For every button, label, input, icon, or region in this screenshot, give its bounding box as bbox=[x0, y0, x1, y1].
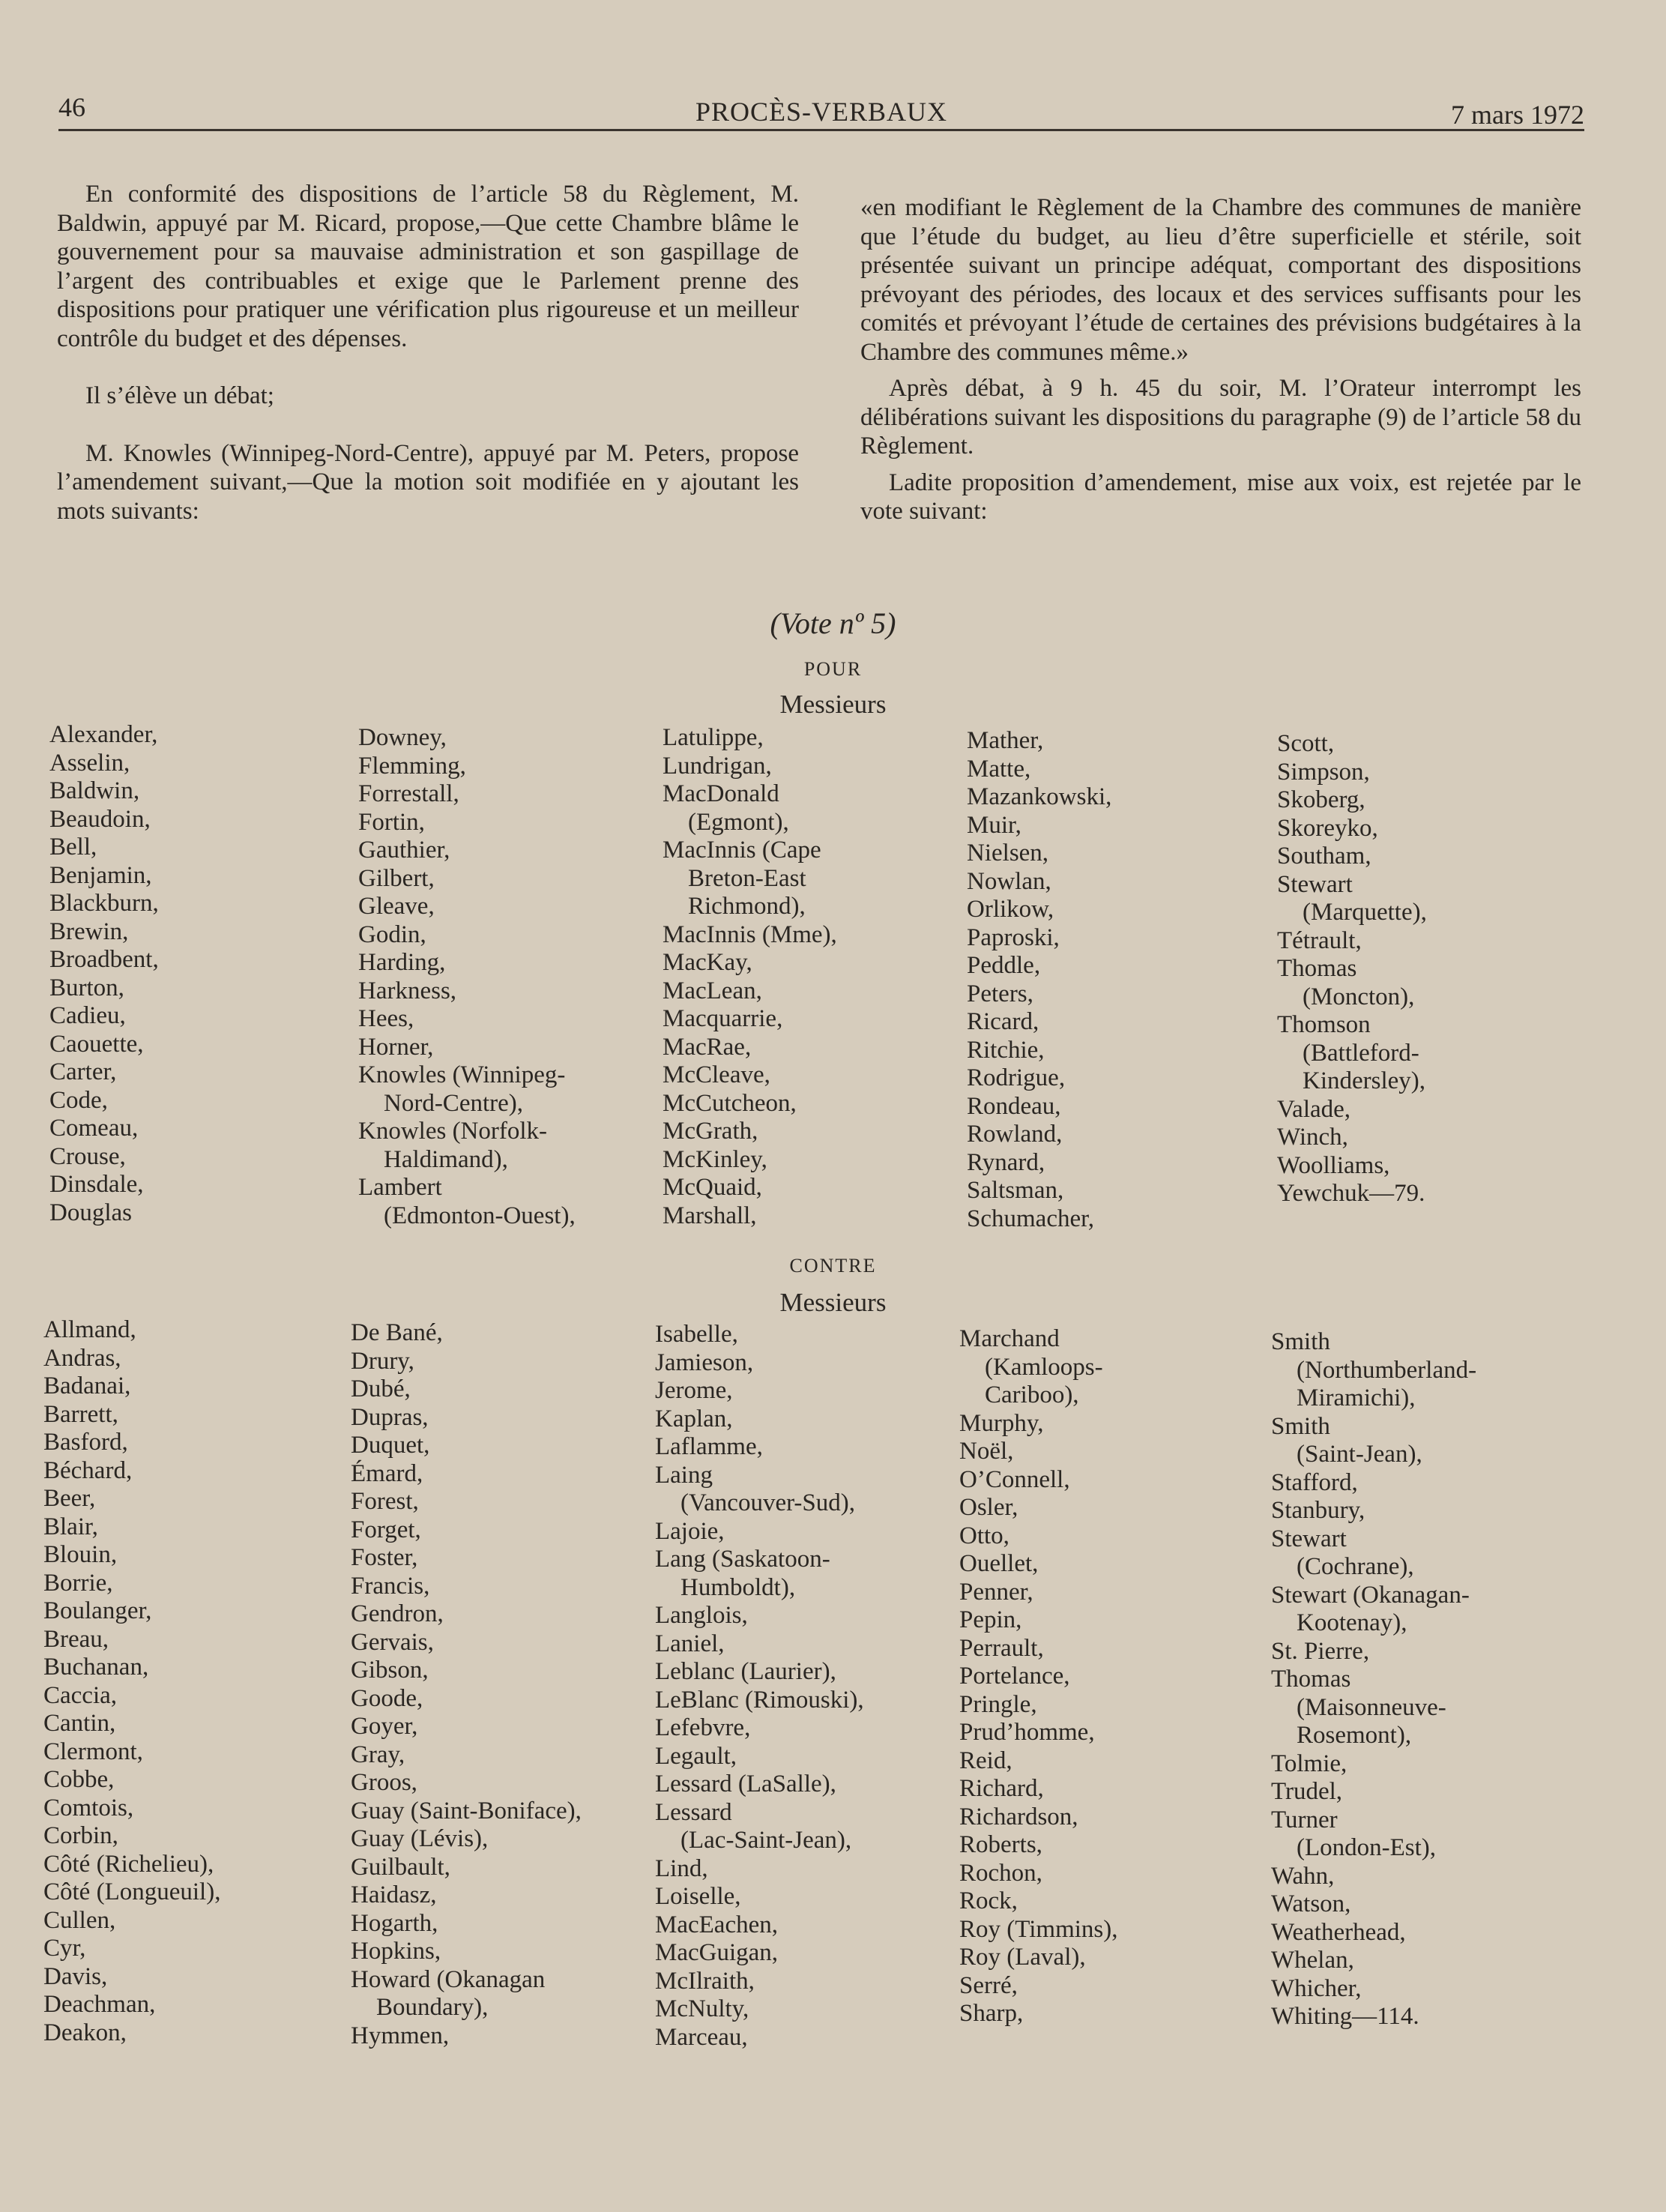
contre-member-name: Caccia, bbox=[43, 1681, 118, 1709]
pour-member-name: Dinsdale, bbox=[49, 1171, 144, 1198]
amendment-paragraph: M. Knowles (Winnipeg-Nord-Centre), appuyé par M. Peters, propose l’amendement suivant,—Que la motion soit modifiée en y ajoutant les mots suivants: bbox=[57, 439, 799, 525]
vote-result-paragraph: Ladite proposition d’amendement, mise aux voix, est rejetée par le vote suivant: bbox=[860, 468, 1581, 525]
contre-member-name: Andras, bbox=[43, 1344, 121, 1372]
pour-member-name: Breton-East bbox=[688, 864, 806, 892]
contre-member-name: (Maisonneuve- bbox=[1297, 1693, 1446, 1721]
contre-member-name: Richardson, bbox=[959, 1803, 1078, 1830]
contre-member-name: Howard (Okanagan bbox=[351, 1965, 546, 1993]
contre-member-name: Boulanger, bbox=[43, 1597, 152, 1624]
contre-member-name: Deakon, bbox=[43, 2019, 127, 2046]
pour-member-name: Flemming, bbox=[358, 752, 466, 780]
contre-member-name: Watson, bbox=[1271, 1890, 1351, 1917]
pour-member-name: Douglas bbox=[49, 1199, 132, 1226]
pour-member-name: Tétrault, bbox=[1277, 926, 1362, 954]
pour-member-name: Scott, bbox=[1277, 730, 1335, 757]
contre-member-name: Émard, bbox=[351, 1459, 423, 1487]
pour-member-name: Rowland, bbox=[967, 1121, 1063, 1148]
contre-member-name: Deachman, bbox=[43, 1991, 156, 2018]
contre-member-name: Prud’homme, bbox=[959, 1719, 1095, 1746]
pour-names-column-5 bbox=[1277, 730, 1427, 1208]
contre-member-name: Gendron, bbox=[351, 1600, 444, 1627]
pour-member-name: Fortin, bbox=[358, 808, 425, 836]
pour-member-name: Valade, bbox=[1277, 1095, 1351, 1123]
contre-member-name: Guay (Lévis), bbox=[351, 1825, 489, 1852]
pour-member-name: Comeau, bbox=[49, 1115, 139, 1142]
pour-member-name: Latulippe, bbox=[663, 724, 764, 751]
contre-member-name: Weatherhead, bbox=[1271, 1918, 1406, 1946]
amendment-text-paragraph: «en modifiant le Règlement de la Chambre des communes de manière que l’étude du budget, au lieu d’être superficielle et stérile, soit présentée suivant un principe adéquat, comportant des dispositions prévoyant des périodes, des locaux et des services suffisants pour les comités et prévoyant l’étude de certaines des prévisions budgétaires à la Chambre des communes même.» bbox=[860, 194, 1581, 366]
contre-member-name: Portelance, bbox=[959, 1663, 1070, 1690]
contre-member-name: Noël, bbox=[959, 1438, 1014, 1465]
contre-member-name: Gibson, bbox=[351, 1657, 429, 1684]
pour-member-name: Marshall, bbox=[663, 1202, 757, 1229]
contre-member-name: Goode, bbox=[351, 1684, 423, 1712]
contre-member-name: Whelan, bbox=[1271, 1947, 1354, 1974]
contre-member-name: Tolmie, bbox=[1271, 1750, 1347, 1777]
pour-member-name: Blackburn, bbox=[49, 890, 159, 917]
pour-member-name: Muir, bbox=[967, 811, 1021, 839]
pour-member-name: Ricard, bbox=[967, 1008, 1039, 1035]
pour-member-name: Rodrigue, bbox=[967, 1064, 1066, 1091]
contre-member-name: Cullen, bbox=[43, 1906, 116, 1934]
pour-member-name: McCutcheon, bbox=[663, 1089, 797, 1117]
after-debate-paragraph: Après débat, à 9 h. 45 du soir, M. l’Orateur interrompt les délibérations suivant les dispositions du paragraphe (9) de l’article 58 du Règlement. bbox=[860, 375, 1581, 459]
pour-member-name: (Egmont), bbox=[688, 808, 789, 836]
pour-member-name: Hees, bbox=[358, 1005, 414, 1032]
pour-member-name: Winch, bbox=[1277, 1124, 1348, 1151]
contre-member-name: Blair, bbox=[43, 1513, 98, 1540]
contre-member-name: Turner bbox=[1271, 1806, 1338, 1833]
pour-member-name: Matte, bbox=[967, 755, 1031, 783]
pour-member-name: McQuaid, bbox=[663, 1174, 762, 1201]
contre-member-name: Perrault, bbox=[959, 1634, 1044, 1662]
contre-member-name: Corbin, bbox=[43, 1822, 118, 1849]
contre-member-name: Haidasz, bbox=[351, 1881, 437, 1908]
pour-member-name: Paproski, bbox=[967, 923, 1060, 951]
pour-member-name: Ritchie, bbox=[967, 1036, 1045, 1064]
contre-member-name: O’Connell, bbox=[959, 1465, 1070, 1493]
contre-member-name: Beer, bbox=[43, 1485, 96, 1512]
pour-member-name: Saltsman, bbox=[967, 1177, 1064, 1204]
contre-member-name: Lessard bbox=[655, 1798, 732, 1826]
contre-member-name: Stanbury, bbox=[1271, 1497, 1365, 1524]
pour-member-name: Orlikow, bbox=[967, 896, 1054, 923]
contre-member-name: Hymmen, bbox=[351, 2022, 450, 2049]
contre-member-name: Guay (Saint-Boniface), bbox=[351, 1797, 582, 1824]
contre-member-name: Laflamme, bbox=[655, 1433, 763, 1460]
contre-member-name: Lind, bbox=[655, 1854, 708, 1882]
motion-paragraph: En conformité des dispositions de l’article 58 du Règlement, M. Baldwin, appuyé par M. Ricard, propose,—Que cette Chambre blâme le gouvernement pour sa mauvaise administration et son gaspillage de l’argent des contribuables et exige que le Parlement prenne des dispositions pour pratiquer une vérification plus rigoureuse et un meilleur contrôle du budget et des dépenses. bbox=[57, 181, 799, 352]
contre-member-name: Kootenay), bbox=[1297, 1609, 1407, 1636]
contre-names-column-5 bbox=[1271, 1328, 1476, 2031]
pour-member-name: (Edmonton-Ouest), bbox=[384, 1202, 576, 1229]
contre-names-column-1 bbox=[43, 1316, 220, 2047]
pour-member-name: Southam, bbox=[1277, 843, 1371, 870]
pour-member-name: Carter, bbox=[49, 1058, 117, 1085]
contre-member-name: Langlois, bbox=[655, 1602, 748, 1629]
contre-member-name: Roberts, bbox=[959, 1831, 1042, 1858]
contre-member-name: Cobbe, bbox=[43, 1766, 115, 1793]
contre-member-name: Laniel, bbox=[655, 1630, 725, 1657]
contre-member-name: Rock, bbox=[959, 1887, 1018, 1914]
contre-member-name: Osler, bbox=[959, 1494, 1018, 1521]
pour-member-name: Rondeau, bbox=[967, 1092, 1061, 1120]
pour-member-name: (Moncton), bbox=[1303, 983, 1415, 1010]
contre-member-name: Miramichi), bbox=[1297, 1384, 1416, 1411]
pour-member-name: Caouette, bbox=[49, 1030, 144, 1058]
pour-member-name: McGrath, bbox=[663, 1118, 758, 1145]
contre-member-name: Forget, bbox=[351, 1516, 421, 1543]
pour-member-name: Gauthier, bbox=[358, 837, 450, 864]
pour-member-name: Harkness, bbox=[358, 977, 457, 1004]
pour-member-name: Burton, bbox=[49, 974, 124, 1001]
right-text-column bbox=[860, 193, 1581, 526]
contre-member-name: Reid, bbox=[959, 1747, 1012, 1774]
pour-member-name: Baldwin, bbox=[49, 777, 140, 804]
pour-member-name: Simpson, bbox=[1277, 758, 1370, 786]
contre-member-name: Pringle, bbox=[959, 1690, 1037, 1718]
pour-member-name: Haldimand), bbox=[384, 1145, 508, 1173]
pour-member-name: Thomas bbox=[1277, 955, 1357, 982]
pour-member-name: Yewchuk—79. bbox=[1277, 1180, 1425, 1207]
contre-member-name: Borrie, bbox=[43, 1569, 113, 1597]
contre-member-name: Dubé, bbox=[351, 1375, 411, 1402]
pour-member-name: (Marquette), bbox=[1303, 899, 1427, 926]
contre-member-name: Humboldt), bbox=[680, 1573, 796, 1601]
pour-member-name: Downey, bbox=[358, 724, 447, 751]
contre-member-name: Lefebvre, bbox=[655, 1714, 751, 1741]
contre-member-name: Pepin, bbox=[959, 1606, 1022, 1633]
pour-member-name: Nielsen, bbox=[967, 840, 1049, 867]
pour-member-name: McKinley, bbox=[663, 1145, 767, 1173]
pour-member-name: Schumacher, bbox=[967, 1205, 1095, 1232]
pour-member-name: Skoberg, bbox=[1277, 786, 1365, 813]
contre-member-name: Côté (Richelieu), bbox=[43, 1850, 214, 1878]
pour-names-column-4 bbox=[967, 727, 1111, 1233]
contre-names-column-4 bbox=[959, 1325, 1118, 2028]
pour-member-name: Gilbert, bbox=[358, 864, 435, 892]
contre-member-name: Francis, bbox=[351, 1572, 430, 1600]
contre-member-name: Allmand, bbox=[43, 1316, 136, 1343]
contre-member-name: Isabelle, bbox=[655, 1321, 738, 1348]
pour-member-name: Thomson bbox=[1277, 1011, 1371, 1038]
contre-member-name: Smith bbox=[1271, 1328, 1330, 1355]
contre-member-name: Stewart (Okanagan- bbox=[1271, 1581, 1470, 1609]
contre-member-name: Richard, bbox=[959, 1775, 1044, 1802]
page-number: 46 bbox=[58, 92, 85, 122]
pour-member-name: MacDonald bbox=[663, 780, 779, 807]
contre-member-name: Dupras, bbox=[351, 1403, 429, 1431]
header-date: 7 mars 1972 bbox=[1451, 100, 1584, 130]
contre-member-name: Penner, bbox=[959, 1578, 1033, 1606]
header-title: PROCÈS-VERBAUX bbox=[695, 97, 948, 127]
contre-subheading: Messieurs bbox=[779, 1288, 887, 1317]
pour-member-name: Cadieu, bbox=[49, 1002, 126, 1029]
pour-names-column-2 bbox=[358, 724, 576, 1230]
pour-member-name: Crouse, bbox=[49, 1142, 126, 1170]
contre-member-name: (London-Est), bbox=[1297, 1834, 1437, 1861]
contre-member-name: Barrett, bbox=[43, 1400, 118, 1428]
contre-member-name: (Northumberland- bbox=[1297, 1356, 1477, 1384]
contre-member-name: Badanai, bbox=[43, 1372, 131, 1399]
pour-member-name: Bell, bbox=[49, 834, 97, 861]
contre-member-name: Gervais, bbox=[351, 1628, 434, 1656]
pour-label: POUR bbox=[803, 658, 863, 680]
contre-member-name: Stafford, bbox=[1271, 1468, 1358, 1496]
pour-member-name: Mazankowski, bbox=[967, 783, 1112, 810]
contre-member-name: Thomas bbox=[1271, 1666, 1351, 1693]
contre-member-name: McIlraith, bbox=[655, 1967, 755, 1995]
contre-member-name: Leblanc (Laurier), bbox=[655, 1658, 836, 1685]
contre-member-name: Cyr, bbox=[43, 1935, 86, 1962]
pour-member-name: MacKay, bbox=[663, 949, 752, 976]
contre-member-name: Basford, bbox=[43, 1429, 128, 1456]
pour-member-name: Beaudoin, bbox=[49, 805, 151, 833]
pour-member-name: Stewart bbox=[1277, 870, 1353, 898]
pour-member-name: Knowles (Norfolk- bbox=[358, 1118, 548, 1145]
pour-member-name: Asselin, bbox=[49, 749, 130, 777]
pour-member-name: Nord-Centre), bbox=[384, 1089, 524, 1117]
contre-member-name: (Lac-Saint-Jean), bbox=[680, 1827, 852, 1854]
contre-member-name: Trudel, bbox=[1271, 1778, 1343, 1805]
contre-member-name: Duquet, bbox=[351, 1432, 430, 1459]
contre-member-name: Sharp, bbox=[959, 2000, 1024, 2027]
contre-member-name: Comtois, bbox=[43, 1794, 134, 1821]
contre-member-name: Whicher, bbox=[1271, 1974, 1362, 2002]
contre-member-name: LeBlanc (Rimouski), bbox=[655, 1686, 864, 1714]
contre-member-name: Lessard (LaSalle), bbox=[655, 1770, 836, 1797]
contre-member-name: Legault, bbox=[655, 1742, 737, 1770]
contre-member-name: (Saint-Jean), bbox=[1297, 1441, 1422, 1468]
pour-names-column-3 bbox=[663, 724, 837, 1230]
contre-member-name: MacEachen, bbox=[655, 1911, 778, 1938]
pour-member-name: MacInnis (Mme), bbox=[663, 920, 837, 948]
pour-member-name: Broadbent, bbox=[49, 946, 159, 973]
contre-member-name: Whiting—114. bbox=[1271, 2003, 1419, 2030]
contre-names-column-2 bbox=[351, 1319, 582, 2050]
contre-member-name: Marceau, bbox=[655, 2023, 748, 2051]
contre-member-name: Kaplan, bbox=[655, 1405, 733, 1432]
contre-member-name: Côté (Longueuil), bbox=[43, 1878, 221, 1905]
contre-member-name: Hogarth, bbox=[351, 1909, 438, 1937]
pour-member-name: (Battleford- bbox=[1303, 1039, 1419, 1067]
contre-member-name: Goyer, bbox=[351, 1713, 418, 1740]
contre-member-name: Rosemont), bbox=[1297, 1722, 1412, 1749]
contre-member-name: Cariboo), bbox=[985, 1381, 1079, 1408]
contre-member-name: Hopkins, bbox=[351, 1938, 441, 1965]
contre-member-name: Béchard, bbox=[43, 1456, 133, 1484]
contre-names-column-3 bbox=[655, 1321, 864, 2052]
pour-member-name: Knowles (Winnipeg- bbox=[358, 1061, 566, 1088]
pour-member-name: MacLean, bbox=[663, 977, 762, 1004]
pour-member-name: Rynard, bbox=[967, 1148, 1045, 1176]
contre-member-name: Drury, bbox=[351, 1347, 414, 1375]
pour-member-name: Code, bbox=[49, 1086, 108, 1114]
pour-member-name: Forrestall, bbox=[358, 780, 459, 807]
pour-member-name: Alexander, bbox=[49, 721, 158, 748]
pour-member-name: Peddle, bbox=[967, 952, 1041, 979]
contre-member-name: Smith bbox=[1271, 1412, 1330, 1440]
contre-member-name: (Vancouver-Sud), bbox=[680, 1489, 856, 1516]
pour-member-name: Skoreyko, bbox=[1277, 814, 1378, 842]
pour-member-name: Macquarrie, bbox=[663, 1005, 783, 1032]
contre-member-name: Foster, bbox=[351, 1544, 418, 1571]
contre-member-name: Clermont, bbox=[43, 1738, 143, 1765]
contre-member-name: Jamieson, bbox=[655, 1348, 754, 1376]
contre-member-name: Rochon, bbox=[959, 1859, 1042, 1887]
contre-member-name: MacGuigan, bbox=[655, 1939, 779, 1966]
contre-member-name: Jerome, bbox=[655, 1377, 733, 1404]
contre-member-name: Buchanan, bbox=[43, 1654, 149, 1681]
pour-member-name: MacInnis (Cape bbox=[663, 837, 821, 864]
contre-member-name: Roy (Timmins), bbox=[959, 1915, 1118, 1943]
pour-member-name: Kindersley), bbox=[1303, 1067, 1426, 1094]
contre-member-name: Breau, bbox=[43, 1625, 109, 1653]
contre-member-name: St. Pierre, bbox=[1271, 1637, 1370, 1665]
contre-member-name: Guilbault, bbox=[351, 1853, 450, 1881]
pour-member-name: Lundrigan, bbox=[663, 752, 772, 780]
contre-member-name: (Kamloops- bbox=[985, 1353, 1103, 1381]
contre-member-name: (Cochrane), bbox=[1297, 1553, 1414, 1580]
pour-member-name: Mather, bbox=[967, 727, 1044, 754]
pour-member-name: Lambert bbox=[358, 1174, 442, 1201]
pour-member-name: Benjamin, bbox=[49, 861, 152, 889]
pour-member-name: Horner, bbox=[358, 1033, 434, 1061]
pour-member-name: Richmond), bbox=[688, 893, 806, 920]
contre-member-name: Davis, bbox=[43, 1962, 108, 1990]
pour-member-name: Nowlan, bbox=[967, 867, 1051, 895]
contre-member-name: Stewart bbox=[1271, 1525, 1347, 1552]
pour-subheading: Messieurs bbox=[779, 690, 887, 719]
contre-member-name: McNulty, bbox=[655, 1995, 749, 2022]
contre-member-name: Otto, bbox=[959, 1522, 1009, 1549]
contre-member-name: Lajoie, bbox=[655, 1517, 725, 1545]
pour-names-column-1 bbox=[49, 721, 159, 1227]
contre-member-name: Roy (Laval), bbox=[959, 1944, 1086, 1971]
contre-member-name: Boundary), bbox=[376, 1994, 489, 2021]
contre-member-name: Loiselle, bbox=[655, 1883, 741, 1910]
pour-member-name: McCleave, bbox=[663, 1061, 770, 1088]
contre-member-name: De Bané, bbox=[351, 1319, 443, 1346]
contre-member-name: Cantin, bbox=[43, 1710, 116, 1737]
contre-member-name: Murphy, bbox=[959, 1409, 1044, 1437]
pour-member-name: Peters, bbox=[967, 980, 1033, 1007]
contre-member-name: Serré, bbox=[959, 1971, 1018, 1999]
contre-member-name: Marchand bbox=[959, 1325, 1060, 1352]
pour-member-name: Godin, bbox=[358, 920, 426, 948]
pour-member-name: MacRae, bbox=[663, 1033, 752, 1061]
contre-member-name: Laing bbox=[655, 1461, 713, 1489]
left-text-column bbox=[57, 180, 799, 525]
contre-member-name: Lang (Saskatoon- bbox=[655, 1546, 830, 1573]
contre-member-name: Gray, bbox=[351, 1741, 405, 1768]
contre-member-name: Ouellet, bbox=[959, 1550, 1039, 1577]
contre-label: CONTRE bbox=[789, 1255, 877, 1277]
vote-title: (Vote nº 5) bbox=[770, 606, 896, 640]
contre-member-name: Wahn, bbox=[1271, 1862, 1335, 1890]
pour-member-name: Brewin, bbox=[49, 917, 129, 945]
debate-paragraph: Il s’élève un débat; bbox=[85, 382, 274, 409]
pour-member-name: Harding, bbox=[358, 949, 446, 976]
contre-member-name: Blouin, bbox=[43, 1541, 118, 1568]
contre-member-name: Forest, bbox=[351, 1488, 419, 1515]
pour-member-name: Woolliams, bbox=[1277, 1151, 1390, 1179]
running-header bbox=[58, 88, 1584, 131]
contre-member-name: Groos, bbox=[351, 1769, 417, 1796]
pour-member-name: Gleave, bbox=[358, 893, 435, 920]
